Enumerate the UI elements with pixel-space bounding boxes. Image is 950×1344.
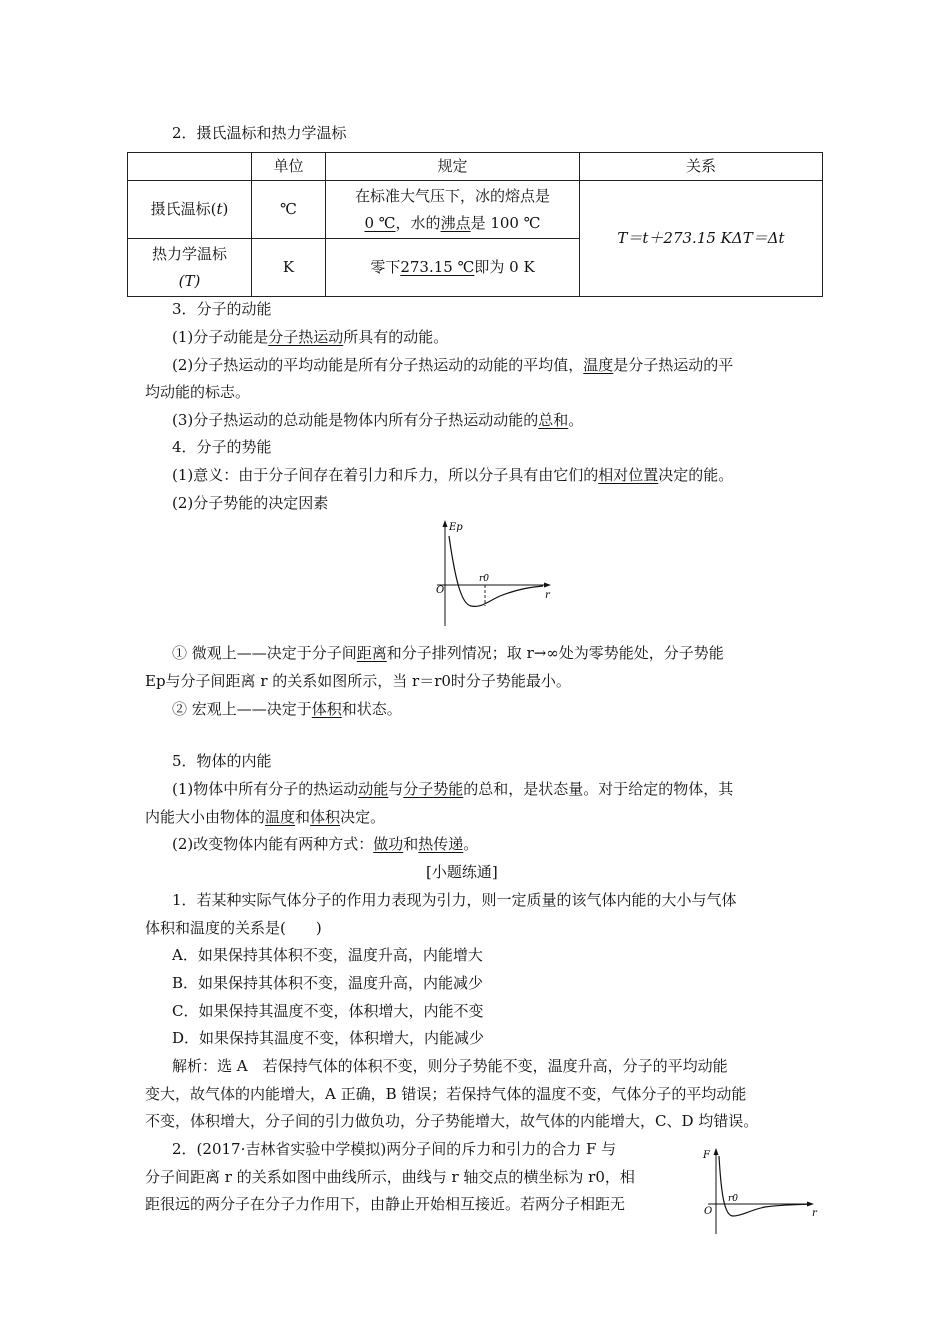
section4-micro: ① 微观上——决定于分子间距离和分子排列情况；取 r→∞处为零势能处，分子势能 (172, 644, 724, 662)
answer-line1: 解析：选 A 若保持气体的体积不变，则分子势能不变，温度升高，分子的平均动能 (172, 1057, 728, 1075)
table-header-unit: 单位 (252, 153, 326, 181)
question1-cont: 体积和温度的关系是( ) (145, 919, 322, 937)
graph1-r0: r0 (479, 574, 490, 584)
celsius-unit-cell: ℃ (252, 181, 326, 239)
section5-p1: (1)物体中所有分子的热运动动能与分子势能的总和，是状态量。对于给定的物体，其 (172, 780, 734, 798)
graph1-origin: O (436, 585, 445, 596)
section4-p2: (2)分子势能的决定因素 (172, 494, 329, 512)
force-graph (700, 1146, 824, 1236)
section3-p2-cont: 均动能的标志。 (145, 383, 251, 401)
question1: 1．若某种实际气体分子的作用力表现为引力，则一定质量的该气体内能的大小与气体 (172, 891, 737, 909)
graph2-r0: r0 (728, 1194, 739, 1204)
temperature-scale-table (127, 152, 823, 297)
section2-heading: 2．摄氏温标和热力学温标 (172, 124, 347, 142)
section4-p1: (1)意义：由于分子间存在着引力和斥力，所以分子具有由它们的相对位置决定的能。 (172, 466, 734, 484)
section5-p2: (2)改变物体内能有两种方式：做功和热传递。 (172, 835, 479, 853)
celsius-name-cell: 摄氏温标(t) (128, 181, 252, 239)
practice-title: [小题练通] (426, 863, 498, 881)
question2-cont1: 分子间距离 r 的关系如图中曲线所示，曲线与 r 轴交点的横坐标为 r0，相 (145, 1168, 635, 1186)
answer-line3: 不变，体积增大，分子间的引力做负功，分子势能增大，故气体的内能增大，C、D 均错误。 (145, 1112, 759, 1130)
section3-p3: (3)分子热运动的总动能是物体内所有分子热运动动能的总和。 (172, 411, 584, 429)
table-header-empty (128, 153, 252, 181)
section3-p2: (2)分子热运动的平均动能是所有分子热运动的动能的平均值，温度是分子热运动的平 (172, 356, 734, 374)
section4-macro: ② 宏观上——决定于体积和状态。 (172, 700, 402, 718)
section4-micro-cont: Ep与分子间距离 r 的关系如图所示，当 r＝r0时分子势能最小。 (145, 672, 571, 690)
option-b: B．如果保持其体积不变，温度升高，内能减少 (172, 974, 484, 992)
graph2-origin: O (704, 1206, 713, 1217)
option-d: D．如果保持其温度不变，体积增大，内能减少 (172, 1029, 485, 1047)
answer-line2: 变大，故气体的内能增大，A 正确，B 错误；若保持气体的温度不变，气体分子的平均动能 (145, 1085, 747, 1103)
potential-energy-graph (425, 518, 560, 630)
celsius-rule-cell: 在标准大气压下，冰的熔点是 0 ℃，水的沸点是 100 ℃ (326, 181, 580, 239)
graph1-x-label: r (545, 590, 550, 601)
section5-heading: 5．物体的内能 (172, 752, 272, 770)
table-header-rule: 规定 (326, 153, 580, 181)
question2-cont2: 距很远的两分子在分子力作用下，由静止开始相互接近。若两分子相距无 (145, 1195, 626, 1213)
option-a: A．如果保持其体积不变，温度升高，内能增大 (172, 946, 483, 964)
option-c: C．如果保持其温度不变，体积增大，内能不变 (172, 1002, 484, 1020)
section4-heading: 4．分子的势能 (172, 438, 272, 456)
section5-p1-cont: 内能大小由物体的温度和体积决定。 (145, 808, 386, 826)
graph1-y-label: Ep (449, 522, 463, 533)
section3-heading: 3．分子的动能 (172, 300, 272, 318)
kelvin-unit-cell: K (252, 239, 326, 297)
kelvin-rule-cell: 零下273.15 ℃即为 0 K (326, 239, 580, 297)
relation-cell: T＝t＋273.15 KΔT＝Δt (580, 181, 823, 297)
section3-p1: (1)分子动能是分子热运动所具有的动能。 (172, 328, 449, 346)
graph2-x-label: r (812, 1208, 817, 1219)
kelvin-name-cell: 热力学温标 (T) (128, 239, 252, 297)
table-header-relation: 关系 (580, 153, 823, 181)
question2: 2．(2017·吉林省实验中学模拟)两分子间的斥力和引力的合力 F 与 (172, 1140, 617, 1158)
graph2-y-label: F (703, 1150, 710, 1161)
